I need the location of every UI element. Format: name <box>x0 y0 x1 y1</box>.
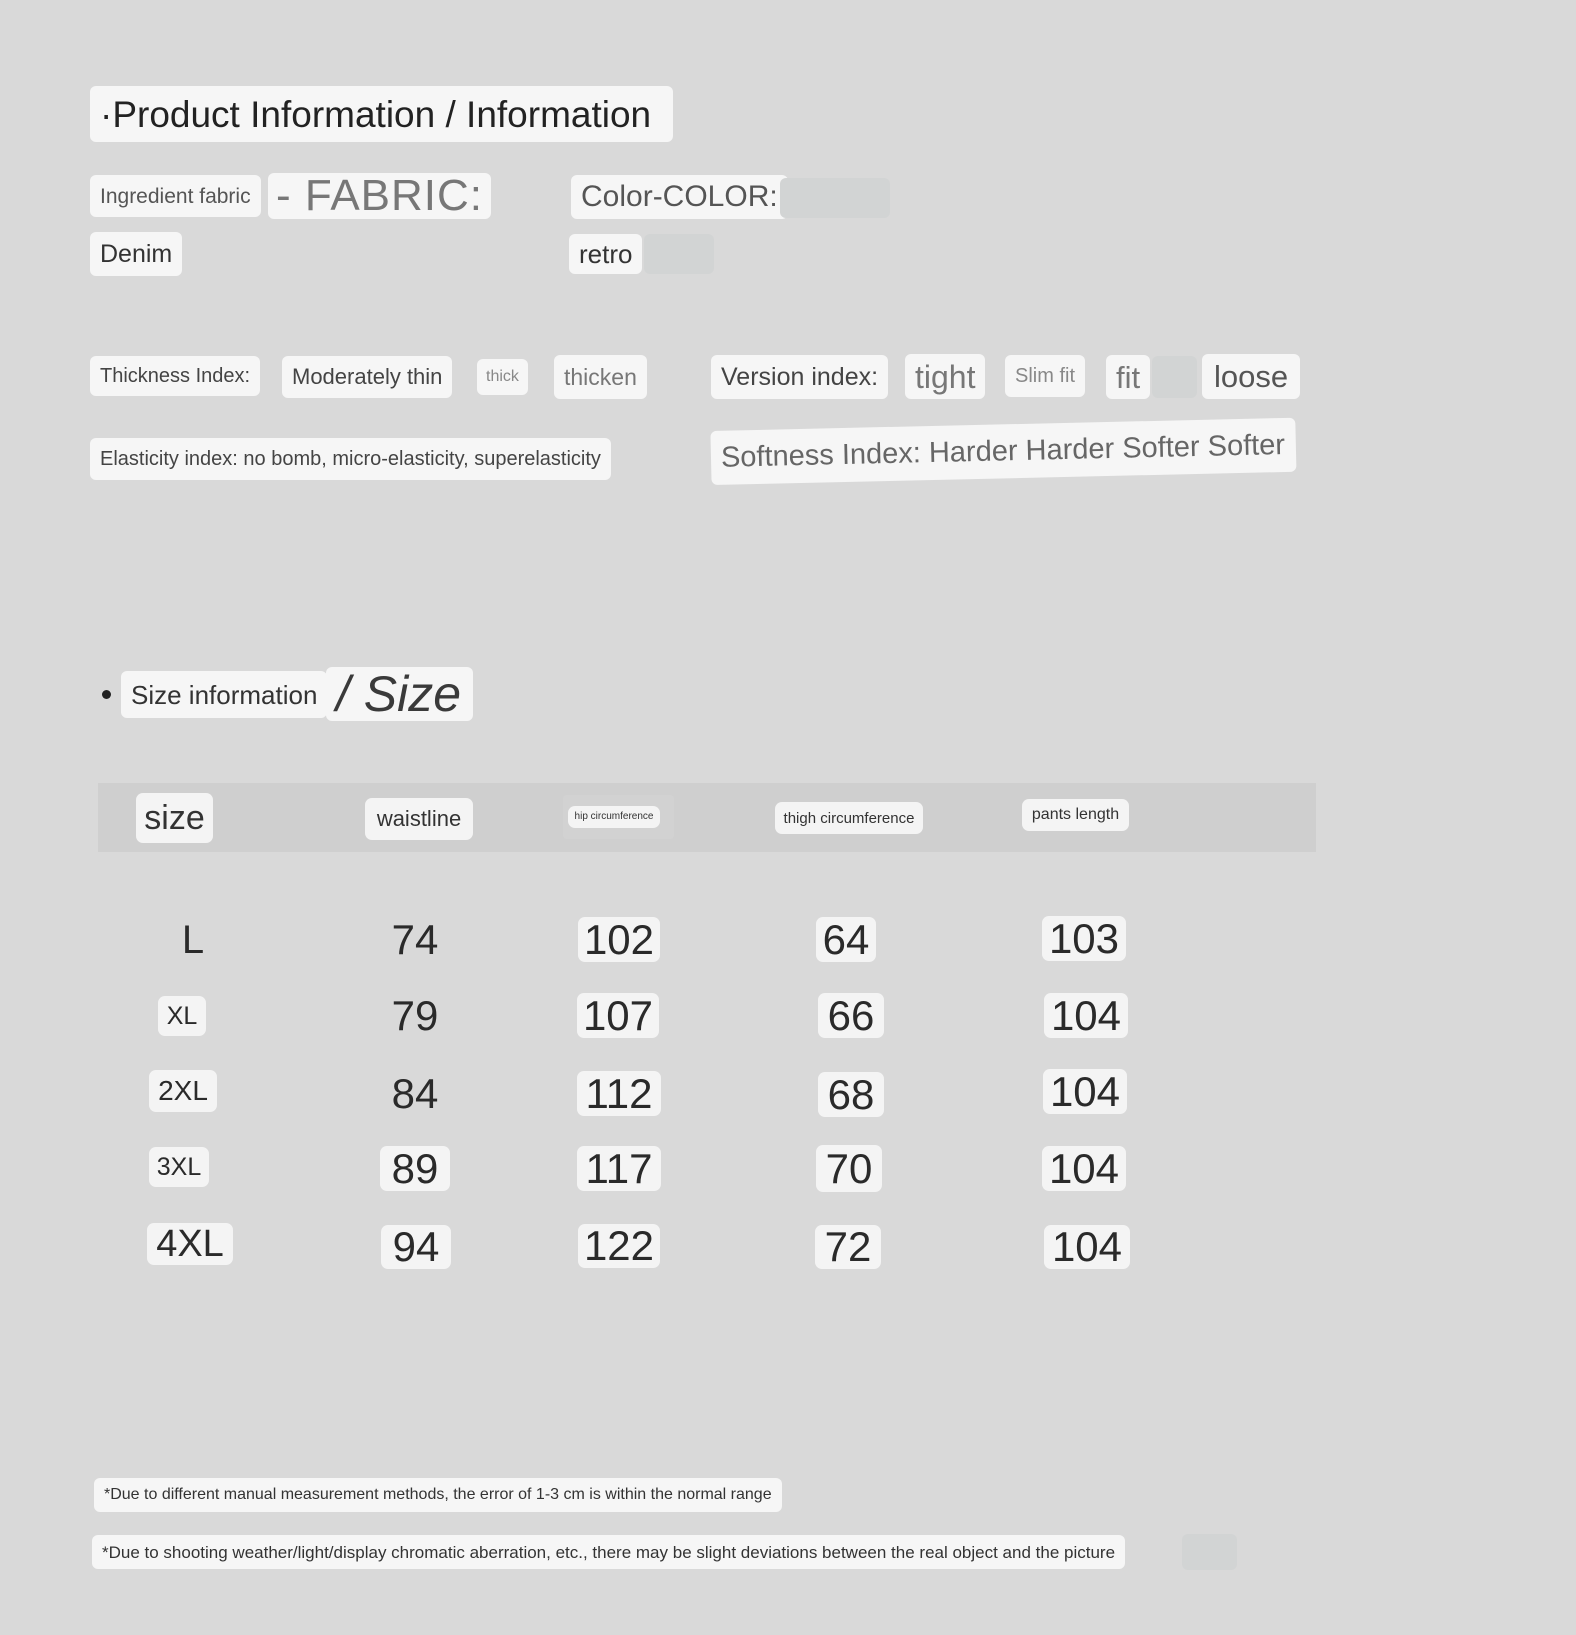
thigh-cell: 68 <box>818 1072 884 1117</box>
hip-cell: 102 <box>578 917 660 962</box>
size-cell: 4XL <box>147 1223 233 1265</box>
color-value: retro <box>569 234 642 274</box>
thickness-option-thicken: thicken <box>554 355 647 399</box>
waist-cell: 74 <box>391 916 439 963</box>
version-option-fit: fit <box>1106 355 1150 399</box>
elasticity-index: Elasticity index: no bomb, micro-elasticity, superelasticity <box>90 438 611 480</box>
hip-cell: 112 <box>577 1071 661 1116</box>
header-thigh-circumference: thigh circumference <box>775 802 923 834</box>
waist-cell: 79 <box>391 992 439 1039</box>
thickness-option-moderately-thin: Moderately thin <box>282 356 452 398</box>
header-hip-circumference: hip circumference <box>568 806 660 828</box>
fabric-value: Denim <box>90 232 182 276</box>
version-label: Version index: <box>711 355 888 399</box>
waist-cell: 94 <box>381 1225 451 1269</box>
thigh-cell: 66 <box>818 993 884 1038</box>
thickness-option-thick: thick <box>477 359 528 395</box>
header-size: size <box>136 793 213 843</box>
length-cell: 104 <box>1044 1225 1130 1269</box>
length-cell: 104 <box>1044 993 1128 1038</box>
size-cell: L <box>181 918 205 962</box>
length-cell: 103 <box>1042 916 1126 961</box>
bullet-dot <box>102 690 111 699</box>
size-info-title: Size information <box>121 671 327 718</box>
size-info-title-en: / Size <box>326 667 473 721</box>
measurement-note: *Due to different manual measurement methods, the error of 1-3 cm is within the normal range <box>94 1478 782 1512</box>
size-cell: XL <box>158 996 206 1036</box>
color-value-blank <box>644 234 714 274</box>
color-deviation-note: *Due to shooting weather/light/display chromatic aberration, etc., there may be slight deviations between the real object and the picture <box>92 1535 1125 1569</box>
length-cell: 104 <box>1042 1146 1126 1191</box>
version-option-slim-fit: Slim fit <box>1005 355 1085 397</box>
thigh-cell: 70 <box>816 1145 882 1192</box>
thickness-label: Thickness Index: <box>90 356 260 396</box>
thigh-cell: 64 <box>816 917 876 962</box>
waist-cell: 84 <box>391 1070 439 1117</box>
note-blank <box>1182 1534 1237 1570</box>
fabric-label: Ingredient fabric <box>90 175 261 217</box>
version-option-loose: loose <box>1202 354 1300 399</box>
color-label-blank <box>780 178 890 218</box>
size-cell: 3XL <box>149 1147 209 1187</box>
header-waistline: waistline <box>365 798 473 840</box>
hip-cell: 122 <box>578 1224 660 1268</box>
version-option-tight: tight <box>905 354 985 399</box>
header-pants-length: pants length <box>1022 799 1129 831</box>
length-cell: 104 <box>1043 1069 1127 1114</box>
fabric-label-en: - FABRIC: <box>268 173 491 219</box>
product-info-title: ·Product Information / Information <box>90 86 673 142</box>
size-cell: 2XL <box>149 1070 217 1112</box>
hip-cell: 107 <box>577 993 659 1038</box>
version-blank <box>1152 356 1197 398</box>
softness-index: Softness Index: Harder Harder Softer Softer <box>710 418 1296 485</box>
hip-cell: 117 <box>577 1146 661 1191</box>
thigh-cell: 72 <box>815 1225 881 1269</box>
size-table-header <box>98 783 1316 852</box>
color-label: Color-COLOR: <box>571 175 788 219</box>
waist-cell: 89 <box>380 1146 450 1191</box>
